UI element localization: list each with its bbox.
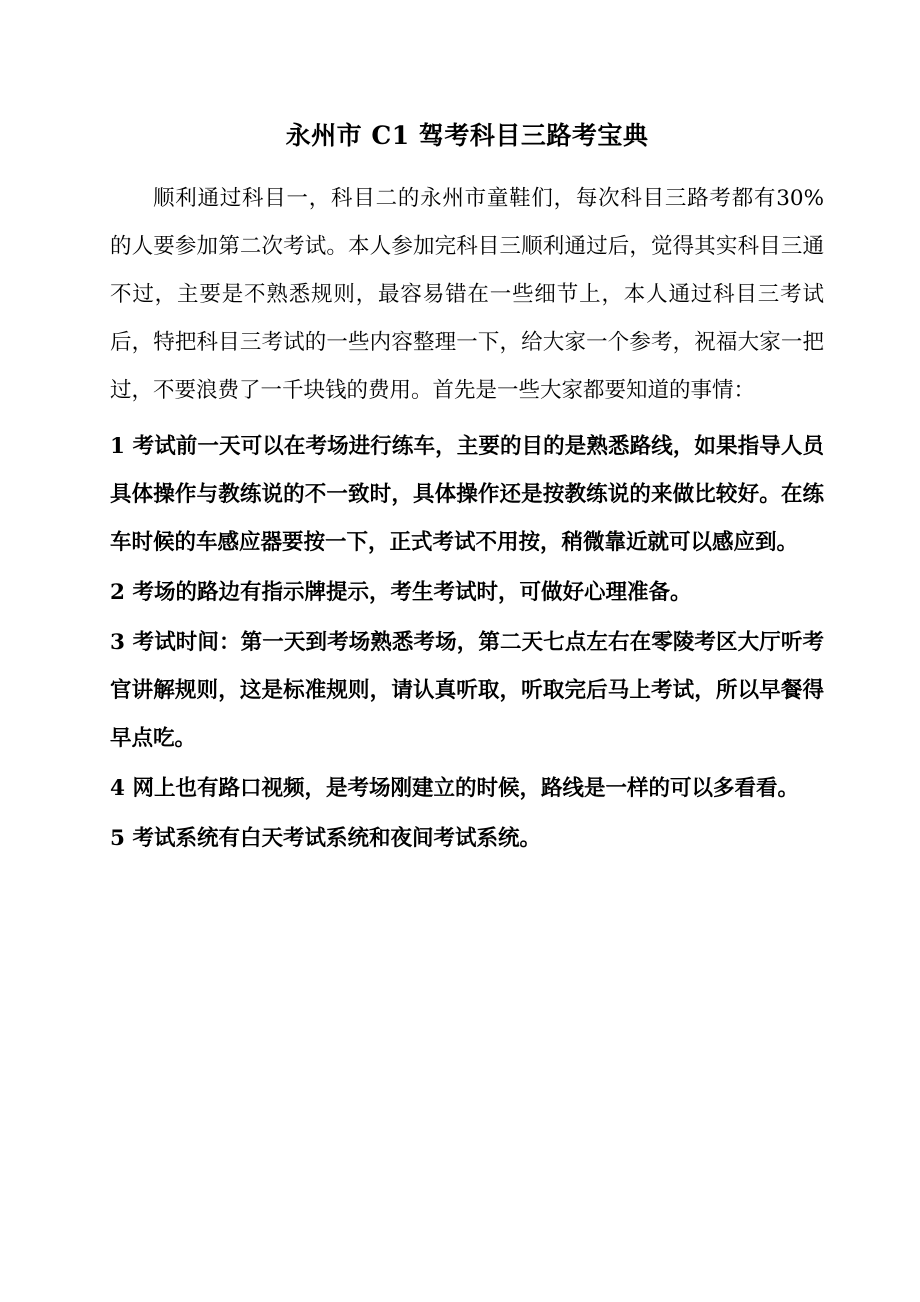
list-item-text: 网上也有路口视频，是考场刚建立的时候，路线是一样的可以多看看。 bbox=[132, 776, 799, 801]
list-item-text: 考试前一天可以在考场进行练车，主要的目的是熟悉路线，如果指导人员具体操作与教练说的不一致时，具体操作还是按教练说的来做比较好。在练车时候的车感应器要按一下，正式考试不用按，稍微靠近就可以感应到。 bbox=[110, 434, 824, 555]
list-item bbox=[110, 569, 824, 617]
list-item-number: 2 bbox=[110, 580, 125, 605]
intro-paragraph: 顺利通过科目一，科目二的永州市童鞋们，每次科目三路考都有30%的人要参加第二次考试。本人参加完科目三顺利通过后，觉得其实科目三通不过，主要是不熟悉规则，最容易错在一些细节上，本人通过科目三考试后，特把科目三考试的一些内容整理一下，给大家一个参考，祝福大家一把过，不要浪费了一千块钱的费用。首先是一些大家都要知道的事情： bbox=[110, 186, 824, 403]
list-item-text: 考场的路边有指示牌提示，考生考试时，可做好心理准备。 bbox=[132, 580, 692, 605]
list-item bbox=[110, 815, 824, 863]
list-item bbox=[110, 619, 824, 763]
list-item-number: 4 bbox=[110, 776, 125, 801]
list-item-text: 考试系统有白天考试系统和夜间考试系统。 bbox=[132, 826, 541, 851]
document-body bbox=[110, 175, 824, 863]
page-title: 永州市 C1 驾考科目三路考宝典 bbox=[285, 121, 649, 150]
list-item-number: 1 bbox=[110, 434, 125, 459]
list-item-text: 考试时间：第一天到考场熟悉考场，第二天七点左右在零陵考区大厅听考官讲解规则，这是标准规则，请认真听取，听取完后马上考试，所以早餐得早点吃。 bbox=[110, 630, 824, 751]
list-item bbox=[110, 765, 824, 813]
paragraph-spacer bbox=[110, 415, 824, 421]
list-item-number: 3 bbox=[110, 630, 125, 655]
list-item bbox=[110, 423, 824, 567]
list-item-number: 5 bbox=[110, 826, 125, 851]
